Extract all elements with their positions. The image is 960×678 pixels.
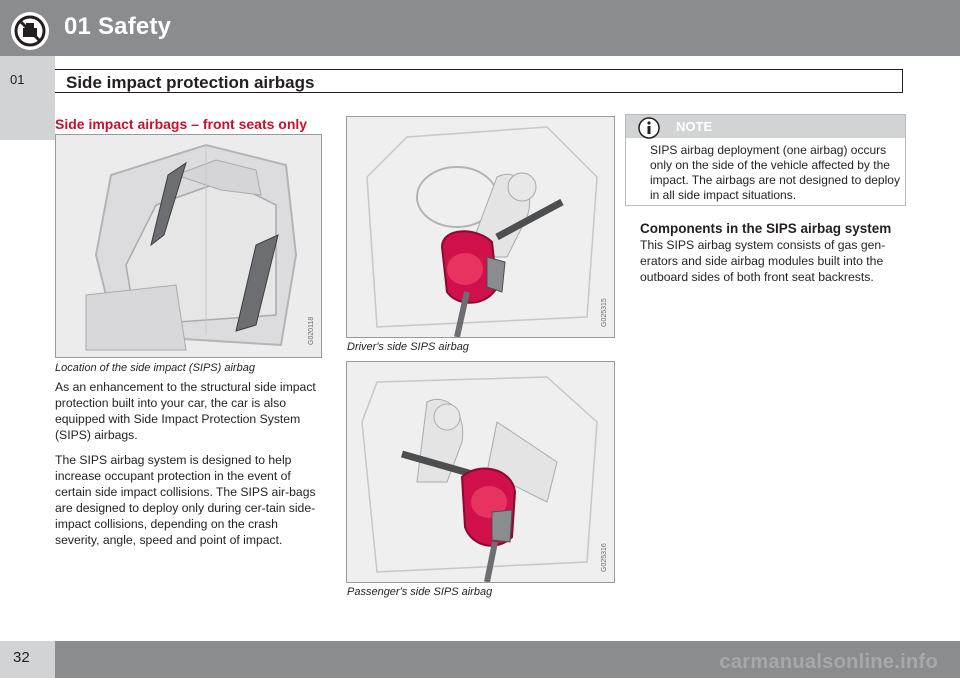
- note-label: NOTE: [676, 119, 713, 134]
- figure-code: G025316: [601, 543, 608, 572]
- subsection-heading: Side impact airbags – front seats only: [55, 116, 308, 132]
- info-icon: [638, 117, 660, 139]
- note-box: [625, 114, 906, 206]
- note-header: [626, 115, 905, 138]
- figure-caption: Driver's side SIPS airbag: [347, 341, 469, 353]
- seat-airbag-figure: [55, 134, 322, 358]
- section-title: Side impact protection airbags: [66, 73, 315, 92]
- note-text: SIPS airbag deployment (one airbag) occurs only on the side of the vehicle affected by the impact. The airbags are not designed to deploy in all side impact situations.: [650, 143, 900, 202]
- seat-illustration: [56, 135, 321, 357]
- chapter-number: 01: [10, 72, 25, 87]
- no-child-seat-icon: [9, 10, 51, 52]
- passenger-illustration: [347, 362, 614, 582]
- components-heading: Components in the SIPS airbag system: [640, 221, 892, 236]
- paragraph: As an enhancement to the structural side impact protection built into your car, the car is also equipped with Side Impact Protection System (SIPS) airbags.: [55, 380, 316, 442]
- figure-caption: Passenger's side SIPS airbag: [347, 586, 493, 598]
- page-number: 32: [13, 649, 30, 666]
- watermark: carmanualsonline.info: [719, 651, 938, 673]
- figure-code: G025315: [601, 298, 608, 327]
- driver-illustration: [347, 117, 614, 337]
- components-text: This SIPS airbag system consists of gas gen-erators and side airbag modules built into the outboard sides of both front seat backrests.: [640, 238, 886, 284]
- figure-code: G020118: [308, 316, 315, 345]
- chapter-tab: [0, 56, 55, 140]
- chapter-title: 01 Safety: [64, 13, 172, 40]
- paragraph: The SIPS airbag system is designed to help increase occupant protection in the event of certain side impact collisions. The SIPS air-bags are designed to deploy only during cer-tain side-impact collisions, depending on the crash severity, angle, speed and point of impact.: [55, 453, 316, 547]
- figure-caption: Location of the side impact (SIPS) airbag: [55, 362, 255, 374]
- body-text: [55, 379, 325, 557]
- passenger-airbag-figure: [346, 361, 615, 583]
- driver-airbag-figure: [346, 116, 615, 338]
